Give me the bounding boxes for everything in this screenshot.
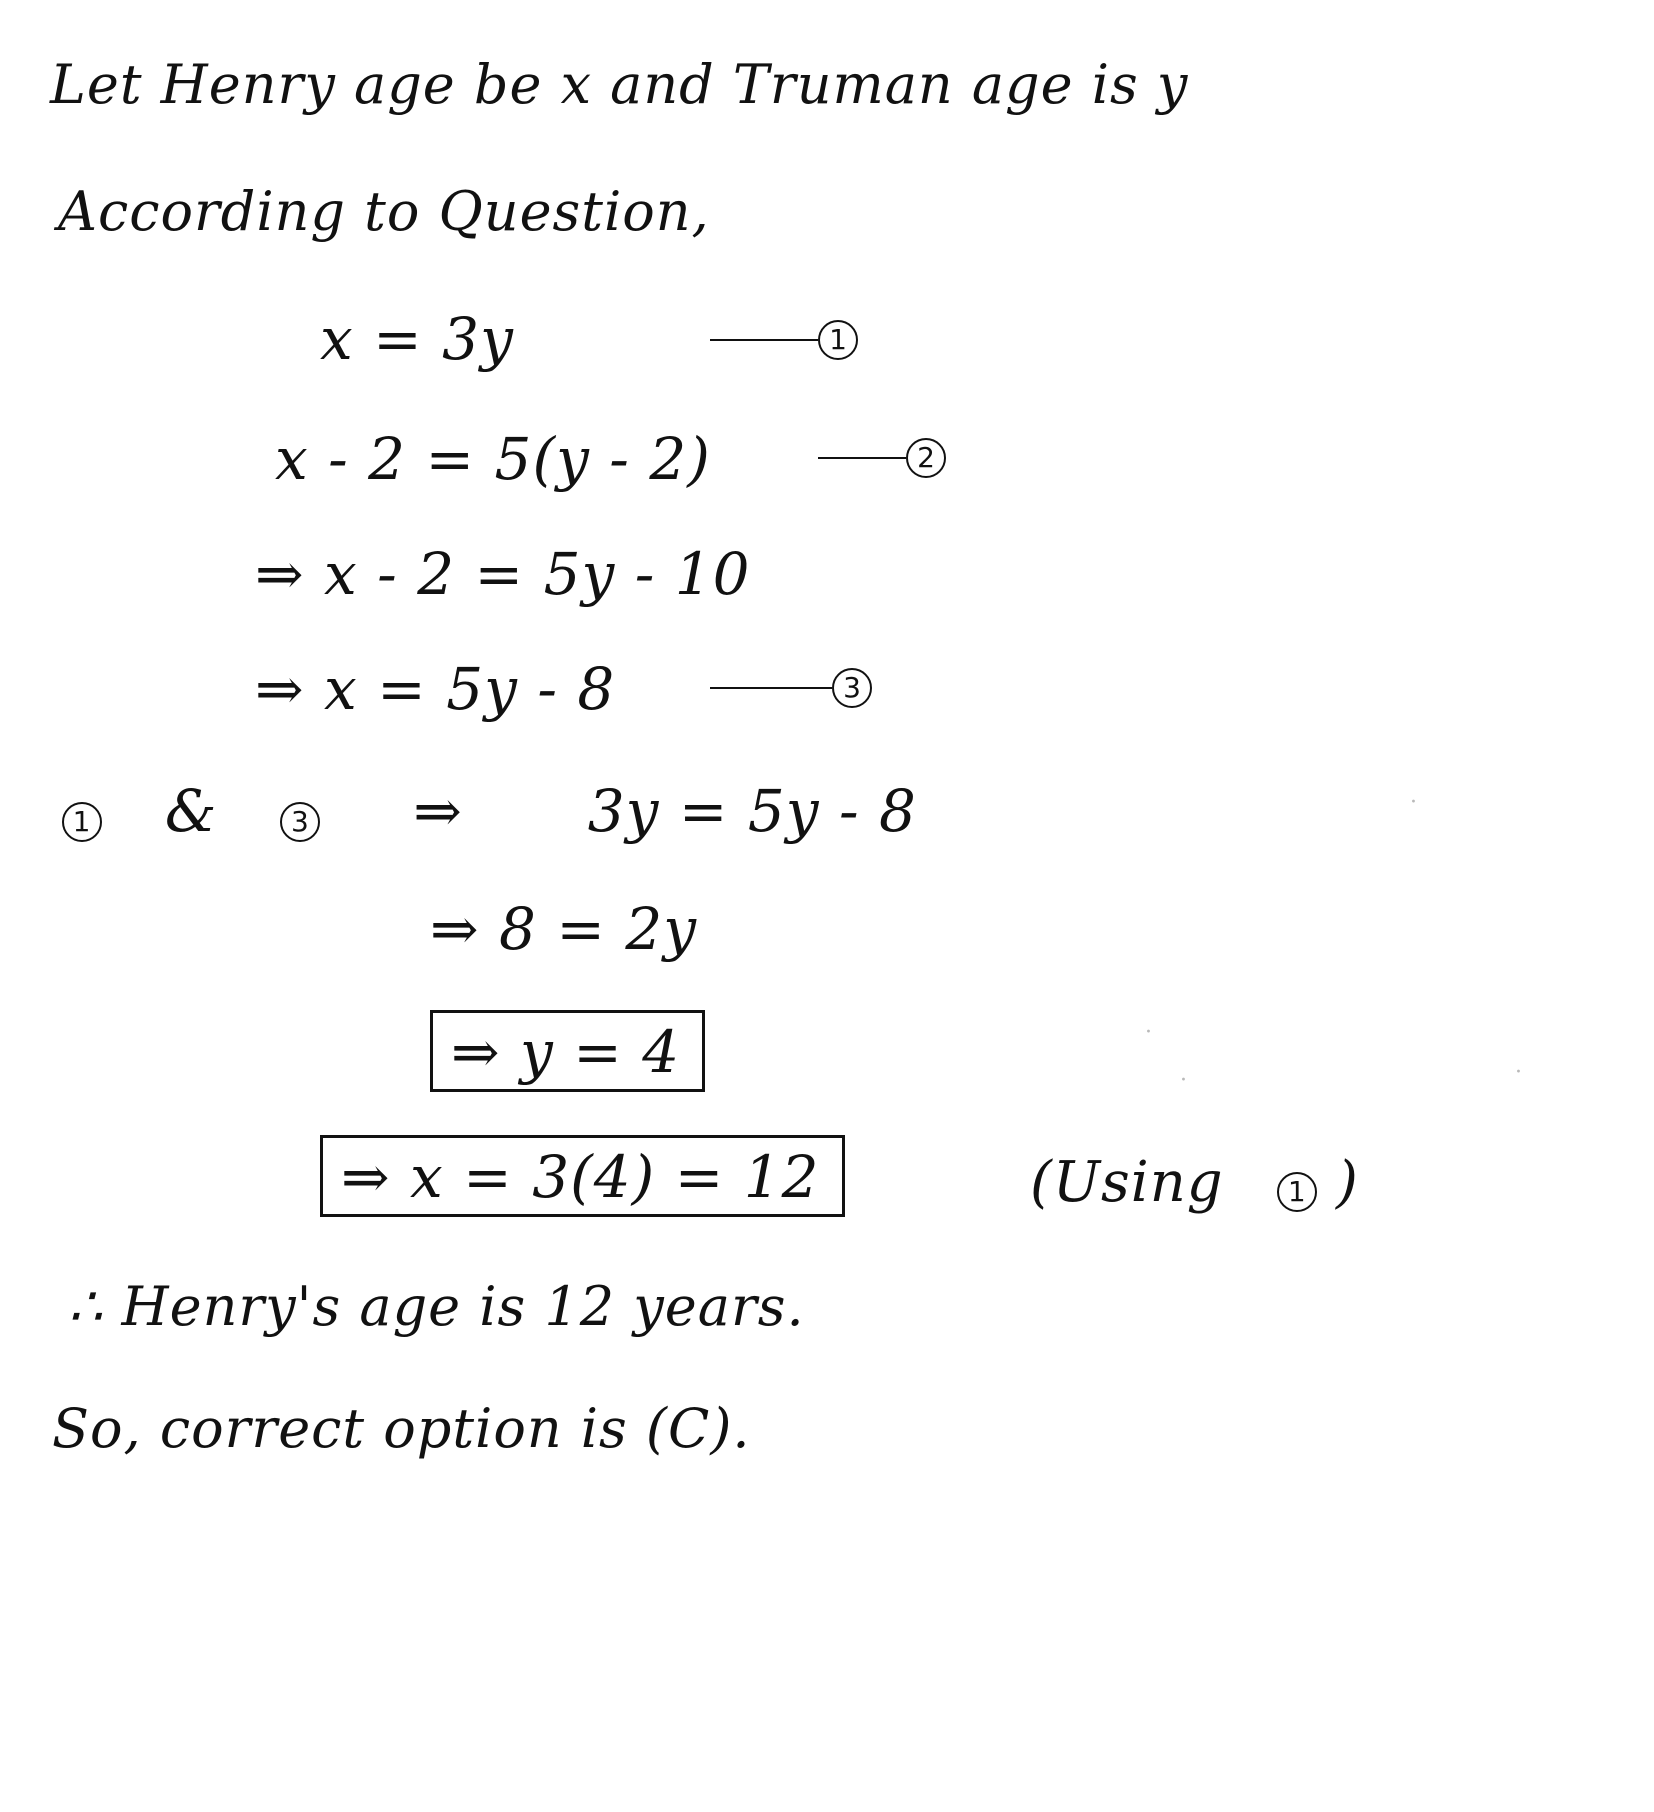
combine-tag-2: 3 bbox=[280, 802, 320, 842]
solve-step-2-row bbox=[430, 1010, 705, 1092]
according-line: According to Question, bbox=[58, 180, 710, 243]
equation-1-reference bbox=[710, 320, 858, 360]
equation-2: x - 2 = 5(y - 2) bbox=[275, 425, 711, 493]
equation-2-reference bbox=[818, 438, 946, 478]
paper-speck-3: · bbox=[1515, 1060, 1522, 1085]
equation-1: x = 3y bbox=[320, 305, 514, 373]
equation-1-connector-line bbox=[710, 339, 818, 341]
equation-2-tag: 2 bbox=[906, 438, 946, 478]
combine-equation: 3y = 5y - 8 bbox=[587, 777, 917, 845]
using-note-prefix: (Using bbox=[1030, 1150, 1224, 1215]
paper-speck-1: · bbox=[1145, 1020, 1152, 1045]
conclusion-line: ∴ Henry's age is 12 years. bbox=[68, 1275, 805, 1338]
equation-1-tag: 1 bbox=[818, 320, 858, 360]
paper-speck-2: · bbox=[1410, 790, 1417, 815]
solve-step-3-row bbox=[320, 1135, 845, 1217]
using-note bbox=[1030, 1150, 1359, 1215]
equation-2-connector-line bbox=[818, 457, 906, 459]
equation-3-reference bbox=[710, 668, 872, 708]
using-note-suffix: ) bbox=[1336, 1150, 1359, 1215]
combine-tag-1: 1 bbox=[62, 802, 102, 842]
solve-step-1: ⇒ 8 = 2y bbox=[430, 895, 698, 963]
boxed-x-result: ⇒ x = 3(4) = 12 bbox=[320, 1135, 845, 1217]
equation-step-expanded: ⇒ x - 2 = 5y - 10 bbox=[255, 540, 751, 608]
using-note-tag: 1 bbox=[1277, 1172, 1317, 1212]
intro-line: Let Henry age be x and Truman age is y bbox=[50, 53, 1189, 116]
equation-3-connector-line bbox=[710, 687, 832, 689]
equation-3: ⇒ x = 5y - 8 bbox=[255, 655, 616, 723]
boxed-y-result: ⇒ y = 4 bbox=[430, 1010, 705, 1092]
combine-arrow: ⇒ bbox=[413, 777, 463, 845]
answer-line: So, correct option is (C). bbox=[52, 1397, 751, 1460]
paper-speck-4: · bbox=[1180, 1068, 1187, 1093]
combine-equations-line bbox=[62, 777, 917, 845]
combine-connector: & bbox=[164, 777, 218, 845]
equation-3-tag: 3 bbox=[832, 668, 872, 708]
